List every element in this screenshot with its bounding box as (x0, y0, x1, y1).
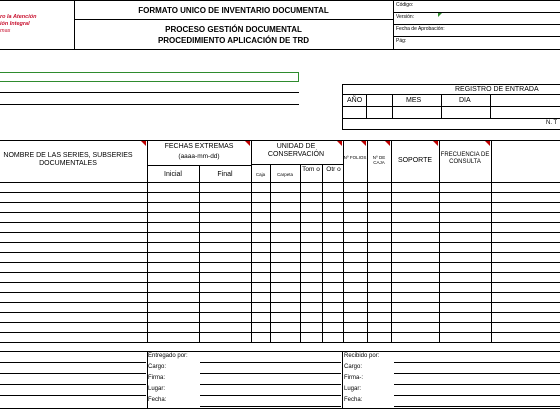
registro-mes-label: MES (406, 97, 422, 104)
recibido-fecha-field[interactable] (394, 406, 560, 407)
recibido-cargo-label: Cargo: (344, 364, 363, 370)
table-top-border (0, 140, 560, 141)
col-header-caja: Caja (255, 172, 266, 177)
table-column-divider (367, 140, 368, 342)
process-name: PROCESO GESTIÓN DOCUMENTAL (165, 25, 302, 34)
registro-header-line (342, 94, 560, 95)
entregado-lugar-field[interactable] (200, 395, 341, 396)
footer-left-line-2 (0, 373, 146, 374)
logo-text-line3: mas (0, 28, 11, 34)
footer-left-line-4 (0, 395, 146, 396)
table-row[interactable] (0, 212, 560, 213)
footer-left-line-3 (0, 384, 146, 385)
meta-row-line-1 (393, 12, 560, 13)
registro-title: REGISTRO DE ENTRADA (455, 86, 539, 93)
col-header-folios: Nº FOLIOS (343, 155, 367, 160)
logo-text-line1: ro la Atención (0, 14, 37, 20)
procedure-name: PROCEDIMIENTO APLICACIÓN DE TRD (157, 36, 310, 45)
entregado-por-label: Entregado por: (148, 353, 188, 359)
logo-text-line2: ión Integral (0, 21, 30, 27)
col-header-inicial: Inicial (164, 171, 182, 178)
col-header-unidad: UNIDAD DE CONSERVACIÓN (267, 143, 325, 159)
comment-marker-icon (141, 141, 146, 146)
meta-fecha-aprobacion-label: Fecha de Aprobación: (396, 26, 445, 32)
registro-row-line (342, 106, 560, 107)
recibido-por-field[interactable] (394, 362, 560, 363)
registro-row-line-2 (342, 118, 560, 119)
footer-left-line-1 (0, 362, 146, 363)
table-row[interactable] (0, 272, 560, 273)
table-row[interactable] (0, 322, 560, 323)
col-header-fechas-format: (aaaa-mm-dd) (178, 153, 220, 160)
entity-line-2[interactable] (0, 92, 299, 93)
table-column-divider (270, 165, 271, 342)
table-header-bottom (0, 182, 560, 183)
registro-bottom-border (342, 129, 560, 130)
table-row[interactable] (0, 342, 560, 343)
footer-bottom-border (0, 408, 560, 409)
entregado-cargo-field[interactable] (200, 373, 341, 374)
registro-top-border (342, 84, 560, 85)
comment-marker-icon (245, 141, 250, 146)
recibido-fecha-label: Fecha: (344, 397, 363, 403)
entity-line-3[interactable] (0, 104, 299, 105)
table-column-divider (300, 165, 301, 342)
col-header-ncaja: Nº DE CAJA (372, 155, 386, 166)
comment-marker-icon (337, 141, 342, 146)
col-header-otro: Otr o (326, 166, 341, 173)
unidad-subheader-line (251, 164, 343, 165)
comment-marker-icon (385, 141, 390, 146)
col-header-soporte: SOPORTE (397, 157, 433, 164)
meta-row-line-3 (393, 36, 560, 37)
recibido-lugar-field[interactable] (394, 395, 560, 396)
recibido-firma-label: Firma-: (344, 375, 363, 381)
table-row[interactable] (0, 252, 560, 253)
table-column-divider (322, 165, 323, 342)
footer-divider-right (342, 351, 343, 408)
registro-nt-label: N. T (546, 120, 558, 126)
table-row[interactable] (0, 302, 560, 303)
table-column-divider (391, 140, 392, 342)
table-column-divider (439, 140, 440, 342)
table-column-divider (251, 140, 252, 342)
col-header-final: Final (217, 171, 233, 178)
entregado-firma-label: Firma: (148, 375, 165, 381)
entregado-cargo-label: Cargo: (148, 364, 167, 370)
meta-version-label: Versión: (396, 14, 415, 20)
entregado-por-field[interactable] (200, 362, 341, 363)
table-column-divider (343, 140, 344, 342)
table-column-divider (491, 140, 492, 342)
table-column-divider (199, 165, 200, 342)
col-header-tomo: Tom o (302, 166, 320, 173)
title-divider (74, 19, 393, 20)
recibido-por-label: Recibido por: (344, 353, 380, 359)
table-row[interactable] (0, 192, 560, 193)
entregado-fecha-field[interactable] (200, 406, 341, 407)
table-row[interactable] (0, 232, 560, 233)
table-row[interactable] (0, 292, 560, 293)
footer-top-border (0, 351, 560, 352)
col-header-fechas: FECHAS EXTREMAS (164, 143, 234, 150)
registro-dia-label: DIA (459, 97, 471, 104)
entregado-firma-field[interactable] (200, 384, 341, 385)
registro-left-border (342, 84, 343, 129)
registro-col-divider-1 (366, 94, 367, 118)
entregado-lugar-label: Lugar: (148, 386, 166, 392)
comment-marker-icon (438, 13, 442, 17)
table-row[interactable] (0, 282, 560, 283)
form-title: FORMATO UNICO DE INVENTARIO DOCUMENTAL (138, 6, 329, 15)
table-row[interactable] (0, 222, 560, 223)
col-header-series: NOMBRE DE LAS SERIES, SUBSERIES DOCUMENTALES (3, 152, 133, 168)
entregado-fecha-label: Fecha: (148, 397, 167, 403)
comment-marker-icon (433, 141, 438, 146)
registro-col-divider-3 (441, 94, 442, 118)
meta-row-line-2 (393, 24, 560, 25)
meta-pagina-label: Pág: (396, 38, 407, 44)
comment-marker-icon (485, 141, 490, 146)
registro-ano-label: AÑO (347, 97, 363, 104)
recibido-cargo-field[interactable] (394, 373, 560, 374)
table-row[interactable] (0, 242, 560, 243)
registro-col-divider-2 (392, 94, 393, 118)
registro-col-divider-4 (490, 94, 491, 118)
comment-marker-icon (361, 141, 366, 146)
recibido-firma-field[interactable] (394, 384, 560, 385)
header-top-border (0, 0, 560, 1)
table-row[interactable] (0, 312, 560, 313)
selected-cell-input[interactable] (0, 72, 299, 82)
recibido-lugar-label: Lugar: (344, 386, 362, 392)
table-row[interactable] (0, 262, 560, 263)
col-header-carpeta: Carpeta (276, 172, 293, 177)
meta-codigo-label: Código: (396, 2, 414, 8)
table-row[interactable] (0, 332, 560, 333)
col-header-frecuencia: FRECUENCIA DE CONSULTA (440, 152, 490, 165)
header-bottom-border (0, 49, 560, 50)
table-row[interactable] (0, 202, 560, 203)
